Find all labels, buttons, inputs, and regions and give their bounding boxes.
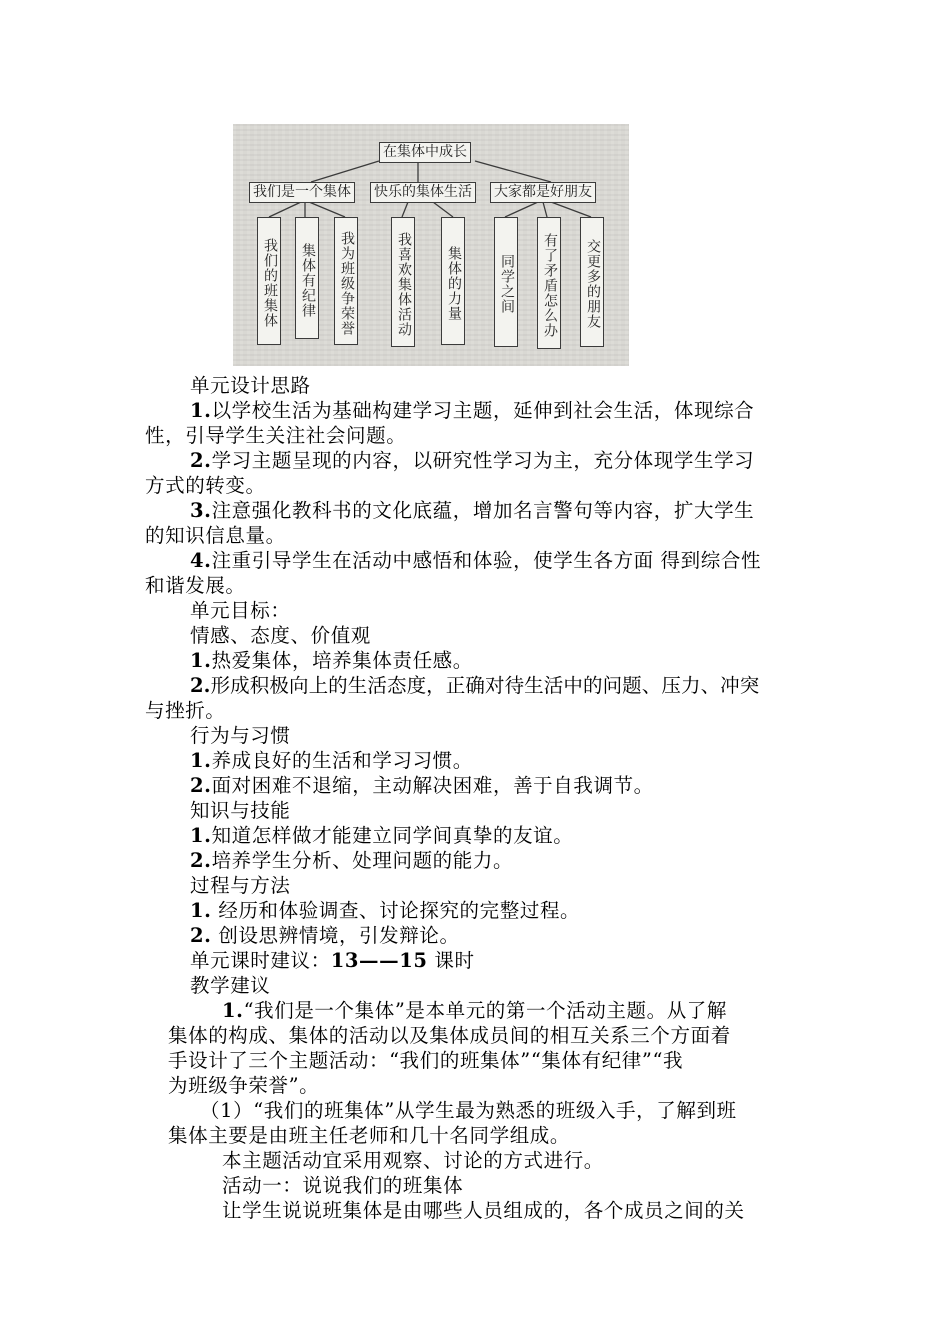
section-heading: 教学建议 — [190, 974, 271, 997]
paragraph-line: 1. 经历和体验调查、讨论探究的完整过程。 — [190, 899, 581, 922]
subsection-heading: 过程与方法 — [190, 874, 291, 897]
diagram-root-node: 在集体中成长 — [379, 142, 471, 163]
paragraph-line: 1.知道怎样做才能建立同学间真挚的友谊。 — [190, 824, 574, 847]
paragraph-line: 1.以学校生活为基础构建学习主题，延伸到社会生活，体现综合 — [190, 399, 755, 422]
paragraph-line: 集体的构成、集体的活动以及集体成员间的相互关系三个方面着 — [168, 1024, 731, 1047]
paragraph-line: 2.面对困难不退缩，主动解决困难，善于自我调节。 — [190, 774, 654, 797]
paragraph-line: 1.养成良好的生活和学习习惯。 — [190, 749, 473, 772]
paragraph-line: 2.形成积极向上的生活态度，正确对待生活中的问题、压力、冲突 — [190, 674, 760, 697]
paragraph-line: 让学生说说班集体是由哪些人员组成的，各个成员之间的关 — [222, 1199, 745, 1222]
paragraph-line: 2. 创设思辨情境，引发辩论。 — [190, 924, 460, 947]
section-heading: 单元目标： — [190, 599, 291, 622]
paragraph-line: 2.学习主题呈现的内容，以研究性学习为主，充分体现学生学习 — [190, 449, 755, 472]
paragraph-line: 与挫折。 — [145, 699, 226, 722]
paragraph-line: 和谐发展。 — [145, 574, 246, 597]
subsection-heading: 知识与技能 — [190, 799, 291, 822]
diagram-leaf-node: 交更多的朋友 — [580, 217, 604, 347]
diagram-branch-node: 大家都是好朋友 — [490, 182, 596, 203]
paragraph-line: 1.“我们是一个集体”是本单元的第一个活动主题。从了解 — [222, 999, 728, 1022]
diagram-branch-node: 快乐的集体生活 — [370, 182, 476, 203]
paragraph-line: 活动一：说说我们的班集体 — [222, 1174, 464, 1197]
paragraph-line: 为班级争荣誉”。 — [168, 1074, 320, 1097]
subsection-heading: 行为与习惯 — [190, 724, 291, 747]
paragraph-line: 2.培养学生分析、处理问题的能力。 — [190, 849, 514, 872]
paragraph-line: 1.热爱集体，培养集体责任感。 — [190, 649, 473, 672]
diagram-leaf-node: 集体有纪律 — [295, 217, 319, 339]
paragraph-line: 4.注重引导学生在活动中感悟和体验，使学生各方面 得到综合性 — [190, 549, 762, 572]
paragraph-line: 方式的转变。 — [145, 474, 266, 497]
diagram-leaf-node: 我为班级争荣誉 — [334, 217, 358, 345]
paragraph-line: 的知识信息量。 — [145, 524, 286, 547]
paragraph-line: 集体主要是由班主任老师和几十名同学组成。 — [168, 1124, 571, 1147]
diagram-leaf-node: 有了矛盾怎么办 — [537, 217, 561, 349]
paragraph-line: （1）“我们的班集体”从学生最为熟悉的班级入手，了解到班 — [200, 1099, 737, 1122]
concept-map-image — [233, 124, 629, 366]
diagram-leaf-node: 集体的力量 — [441, 217, 465, 345]
section-heading: 单元课时建议：13——15 课时 — [190, 949, 475, 972]
paragraph-line: 手设计了三个主题活动：“我们的班集体”“集体有纪律”“我 — [168, 1049, 684, 1072]
paragraph-line: 3.注意强化教科书的文化底蕴，增加名言警句等内容，扩大学生 — [190, 499, 755, 522]
diagram-leaf-node: 同学之间 — [494, 217, 518, 347]
diagram-branch-node: 我们是一个集体 — [249, 182, 355, 203]
subsection-heading: 情感、态度、价值观 — [190, 624, 371, 647]
section-heading: 单元设计思路 — [190, 374, 311, 397]
diagram-leaf-node: 我喜欢集体活动 — [391, 217, 415, 347]
diagram-leaf-node: 我们的班集体 — [257, 217, 281, 345]
paragraph-line: 性，引导学生关注社会问题。 — [145, 424, 407, 447]
paragraph-line: 本主题活动宜采用观察、讨论的方式进行。 — [222, 1149, 604, 1172]
